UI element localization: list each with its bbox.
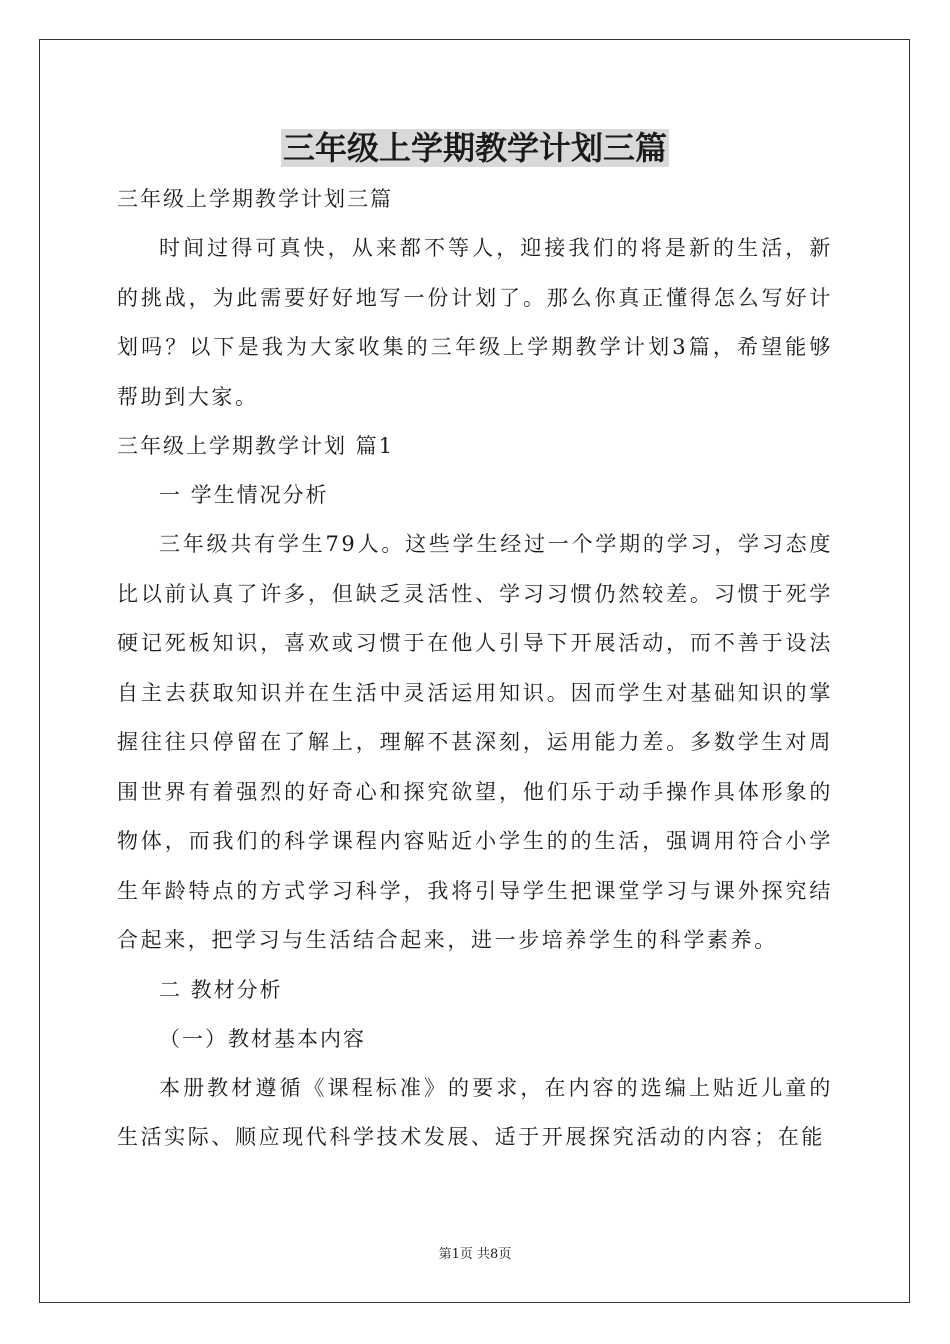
part-one-heading: 一 学生情况分析 (159, 483, 329, 507)
intro-paragraph: 时间过得可真快，从来都不等人，迎接我们的将是新的生活，新的挑战，为此需要好好地写一份计划了。那么你真正懂得怎么写好计划吗？以下是我为大家收集的三年级上学期教学计划3篇，希望能够帮助到大家。 (117, 236, 833, 409)
part-one-paragraph: 三年级共有学生79人。这些学生经过一个学期的学习，学习态度比以前认真了许多，但缺乏灵活性、学习习惯仍然较差。习惯于死学硬记死板知识，喜欢或习惯于在他人引导下开展活动，而不善于设法自主去获取知识并在生活中灵活运用知识。因而学生对基础知识的掌握往往只停留在了解上，理解不甚深刻，运用能力差。多数学生对周围世界有着强烈的好奇心和探究欲望，他们乐于动手操作具体形象的物体，而我们的科学课程内容贴近小学生的的生活，强调用符合小学生年龄特点的方式学习科学，我将引导学生把课堂学习与课外探究结合起来，把学习与生活结合起来，进一步培养学生的科学素养。 (117, 532, 833, 952)
document-title-wrapper (0, 128, 950, 168)
part-two-paragraph: 本册教材遵循《课程标准》的要求，在内容的选编上贴近儿童的生活实际、顺应现代科学技术发展、适于开展探究活动的内容；在能 (117, 1075, 833, 1149)
document-subtitle: 三年级上学期教学计划三篇 (117, 187, 393, 211)
document-title: 三年级上学期教学计划三篇 (282, 129, 667, 167)
page-footer: 第1页 共8页 (438, 1247, 512, 1262)
section-heading: 三年级上学期教学计划 篇1 (117, 434, 395, 458)
part-two-heading: 二 教材分析 (159, 977, 283, 1002)
document-body (117, 175, 833, 1163)
part-two-subheading: （一）教材基本内容 (159, 1026, 366, 1051)
